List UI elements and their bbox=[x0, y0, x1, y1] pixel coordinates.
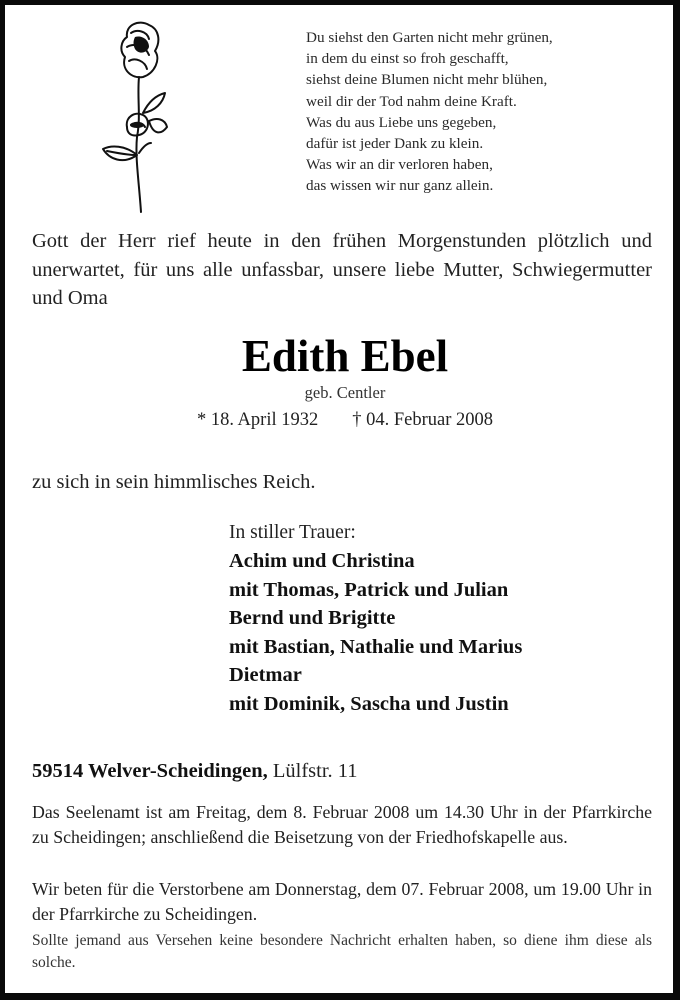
intro-text: Gott der Herr rief heute in den frühen Morgenstunden plötzlich und unerwartet, für uns alle unfassbar, unsere liebe Mutter, Schwiegermutter und Oma bbox=[32, 230, 652, 309]
poem-line: weil dir der Tod nahm deine Kraft. bbox=[306, 92, 517, 110]
memorial-poem bbox=[306, 27, 666, 197]
family-line: Dietmar bbox=[229, 664, 302, 686]
rose-icon bbox=[99, 17, 179, 217]
poem-line: das wissen wir nur ganz allein. bbox=[306, 177, 494, 195]
address bbox=[32, 757, 358, 785]
requiem-notice: Das Seelenamt ist am Freitag, dem 8. Februar 2008 um 14.30 Uhr in der Pfarrkirche zu Scheidingen; anschließend die Beisetzung von der Friedhofskapelle aus. bbox=[32, 802, 652, 847]
family-line: Achim und Christina bbox=[229, 550, 415, 572]
mourners-label: In stiller Trauer: bbox=[229, 522, 356, 543]
poem-line: Was du aus Liebe uns gegeben, bbox=[306, 113, 497, 131]
prayer-notice: Wir beten für die Verstorbene am Donnerstag, dem 07. Februar 2008, um 19.00 Uhr in der Pfarrkirche zu Scheidingen. bbox=[32, 879, 652, 924]
death-date: † 04. Februar 2008 bbox=[352, 410, 494, 430]
disclaimer-notice: Sollte jemand aus Versehen keine besondere Nachricht erhalten haben, so diene ihm diese als solche. bbox=[32, 932, 652, 971]
poem-line: Du siehst den Garten nicht mehr grünen, bbox=[306, 29, 553, 46]
poem-line: in dem du einst so froh geschafft, bbox=[306, 50, 509, 68]
deceased-name: Edith Ebel bbox=[241, 331, 449, 381]
poem-line: siehst deine Blumen nicht mehr blühen, bbox=[306, 71, 548, 89]
life-dates bbox=[5, 408, 680, 432]
poem-line: Was wir an dir verloren haben, bbox=[306, 156, 493, 174]
birth-name: geb. Centler bbox=[304, 383, 386, 402]
family-list bbox=[229, 547, 522, 718]
birth-date: * 18. April 1932 bbox=[196, 410, 319, 430]
family-line: mit Dominik, Sascha und Justin bbox=[229, 692, 509, 715]
poem-line: dafür ist jeder Dank zu klein. bbox=[306, 135, 484, 153]
address-street: Lülfstr. 11 bbox=[272, 760, 358, 782]
closing-text: zu sich in sein himmlisches Reich. bbox=[32, 471, 316, 493]
mourners-block bbox=[229, 519, 522, 718]
address-city: 59514 Welver-Scheidingen, bbox=[32, 760, 268, 782]
family-line: mit Thomas, Patrick und Julian bbox=[229, 578, 509, 601]
family-line: Bernd und Brigitte bbox=[229, 607, 396, 629]
family-line: mit Bastian, Nathalie und Marius bbox=[229, 635, 523, 658]
